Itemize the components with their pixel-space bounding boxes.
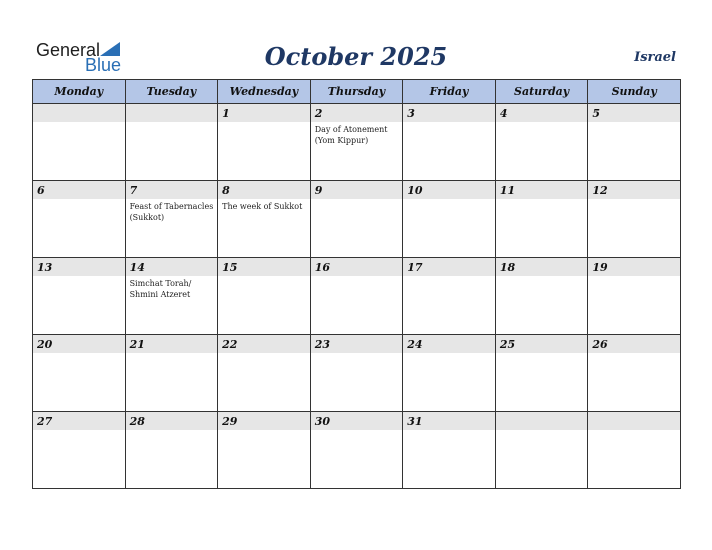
day-number: 7: [126, 181, 218, 199]
day-number: [496, 412, 588, 430]
day-number: 3: [403, 104, 495, 122]
day-cell: [588, 412, 681, 489]
day-cell: [33, 258, 126, 335]
day-number: 28: [126, 412, 218, 430]
day-number: 22: [218, 335, 310, 353]
weekday-header: Sunday: [588, 80, 681, 104]
holiday-event: Feast of Tabernacles (Sukkot): [129, 202, 214, 222]
day-number: 20: [33, 335, 125, 353]
day-number: [33, 104, 125, 122]
day-cell: [403, 104, 496, 181]
day-number: 31: [403, 412, 495, 430]
day-number: 26: [588, 335, 680, 353]
day-number: 18: [496, 258, 588, 276]
weekday-header: Monday: [33, 80, 126, 104]
holiday-event: Day of Atonement (Yom Kippur): [314, 125, 388, 145]
day-number: [126, 104, 218, 122]
day-cell: [218, 335, 311, 412]
holiday-event: The week of Sukkot: [222, 202, 303, 211]
week-row: [33, 104, 681, 181]
day-cell: [588, 181, 681, 258]
day-number: 4: [496, 104, 588, 122]
country-label: Israel: [634, 50, 676, 65]
day-cell: [588, 258, 681, 335]
day-cell: [33, 104, 126, 181]
day-number: 30: [311, 412, 403, 430]
logo-text-general: General: [36, 40, 101, 60]
day-cell: [218, 412, 311, 489]
weekday-header: Wednesday: [218, 80, 311, 104]
day-cell: [495, 335, 588, 412]
day-number: 12: [588, 181, 680, 199]
weekday-header-row: [33, 80, 681, 104]
weekday-header: Friday: [403, 80, 496, 104]
day-number: 23: [311, 335, 403, 353]
day-cell: [218, 104, 311, 181]
week-row: [33, 181, 681, 258]
weekday-header: Thursday: [310, 80, 403, 104]
logo-text-blue: Blue: [85, 55, 122, 75]
day-cell: [125, 412, 218, 489]
day-cell: [125, 335, 218, 412]
day-number: 1: [218, 104, 310, 122]
day-cell: [495, 181, 588, 258]
calendar-title: October 2025: [264, 42, 448, 71]
day-number: 5: [588, 104, 680, 122]
day-number: 11: [496, 181, 588, 199]
day-cell: [403, 412, 496, 489]
day-number: 29: [218, 412, 310, 430]
week-row: [33, 335, 681, 412]
weekday-header: Tuesday: [125, 80, 218, 104]
day-number: 16: [311, 258, 403, 276]
day-number: 19: [588, 258, 680, 276]
day-cell: [125, 181, 218, 258]
day-cell: [33, 181, 126, 258]
day-cell: [218, 258, 311, 335]
day-number: 8: [218, 181, 310, 199]
day-number: 25: [496, 335, 588, 353]
day-cell: [125, 258, 218, 335]
day-cell: [310, 258, 403, 335]
day-cell: [125, 104, 218, 181]
calendar-grid: [32, 79, 681, 489]
day-cell: [495, 412, 588, 489]
holiday-event: Simchat Torah/ Shmini Atzeret: [129, 279, 192, 299]
day-cell: [403, 258, 496, 335]
day-cell: [218, 181, 311, 258]
day-number: 24: [403, 335, 495, 353]
day-cell: [588, 335, 681, 412]
day-number: 27: [33, 412, 125, 430]
day-cell: [495, 258, 588, 335]
day-cell: [403, 335, 496, 412]
day-number: 14: [126, 258, 218, 276]
day-cell: [310, 104, 403, 181]
day-number: 13: [33, 258, 125, 276]
weekday-header: Saturday: [495, 80, 588, 104]
day-cell: [33, 335, 126, 412]
day-number: 2: [311, 104, 403, 122]
day-cell: [403, 181, 496, 258]
week-row: [33, 412, 681, 489]
day-number: 9: [311, 181, 403, 199]
day-cell: [310, 181, 403, 258]
day-cell: [588, 104, 681, 181]
day-number: [588, 412, 680, 430]
day-number: 10: [403, 181, 495, 199]
week-row: [33, 258, 681, 335]
day-cell: [310, 335, 403, 412]
day-number: 15: [218, 258, 310, 276]
day-number: 17: [403, 258, 495, 276]
day-number: 6: [33, 181, 125, 199]
day-cell: [495, 104, 588, 181]
day-number: 21: [126, 335, 218, 353]
day-cell: [33, 412, 126, 489]
day-cell: [310, 412, 403, 489]
